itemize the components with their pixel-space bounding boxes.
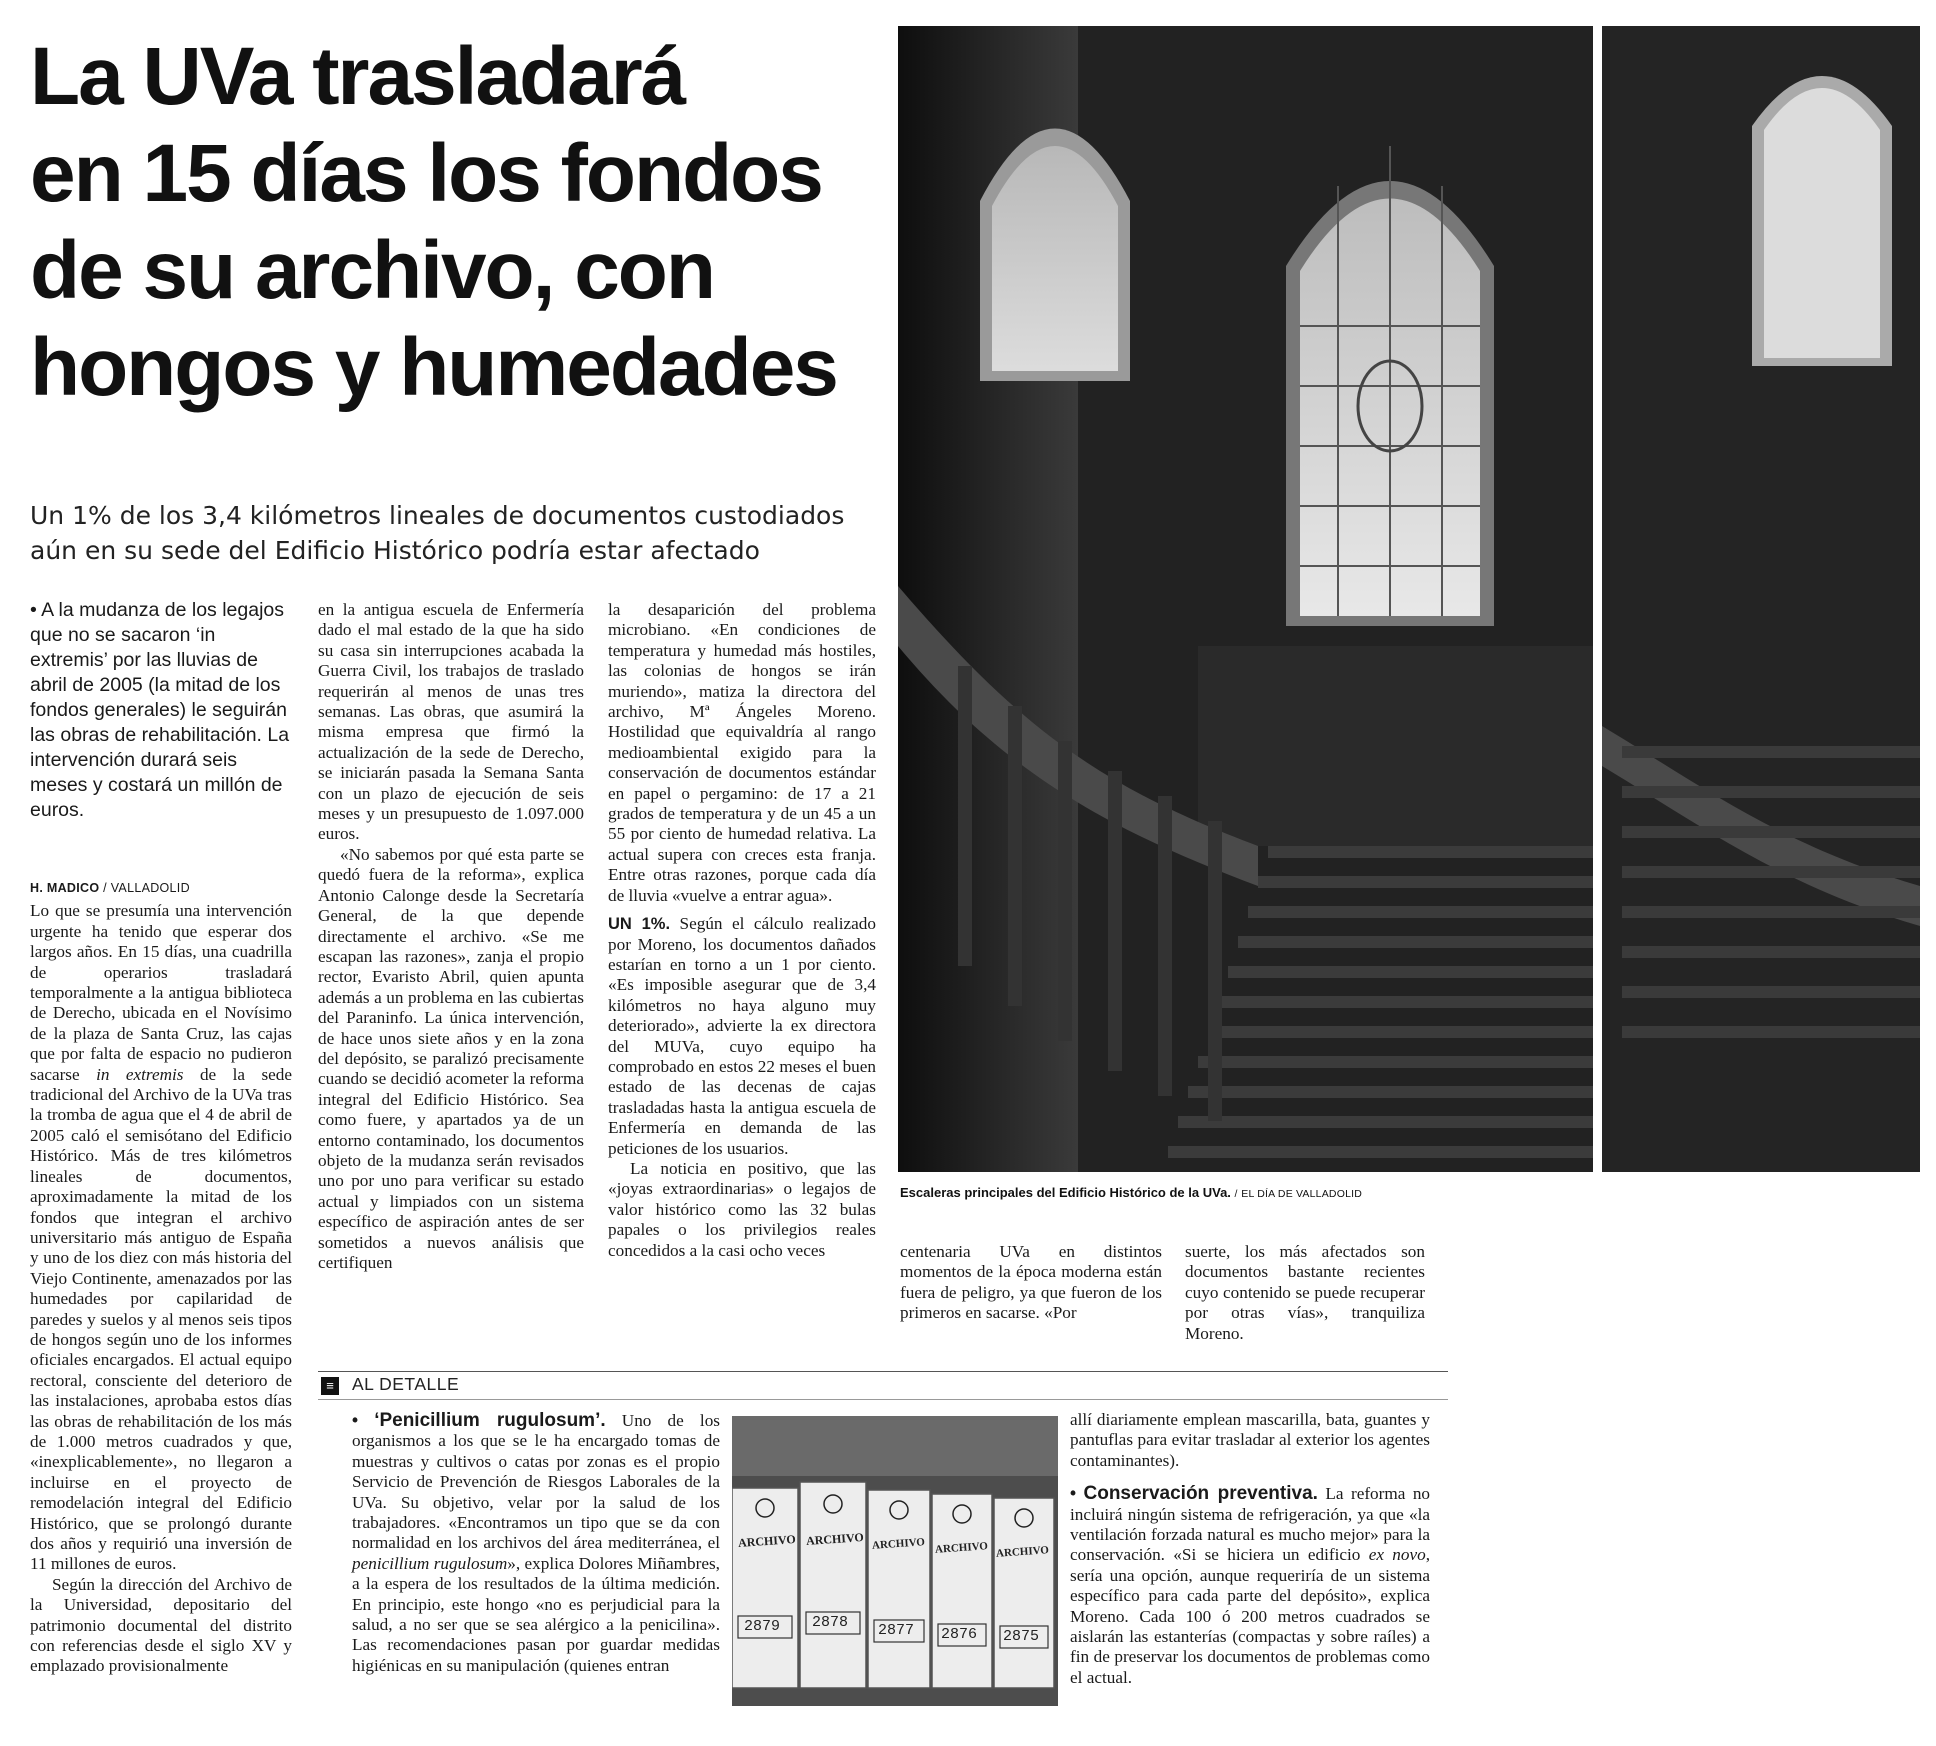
body-text: Lo que se presumía una intervención urgente ha tenido que esperar dos largos años. En 15 días, una cuadrilla de operarios trasladará temporalmente a la antigua biblioteca de Derecho, ubicada en el Novísimo de la plaza de Santa Cruz, las cajas que por falta de espacio no pudieron sacarse [30,901,292,1084]
detalle-text: , sería una opción, aunque requeriría de un sistema específico para cada parte del depósito», explica Moreno. Cada 100 ó 200 metros cuadrados se aislarán las estanterías (compactas y sobre raíles) a fin de preservar los documentos de problemas como el actual. [1070,1545,1431,1687]
staircase-photo-right-illustration [1602,26,1920,1172]
detalle-top-rule [318,1371,1448,1372]
archive-boxes-illustration [732,1416,1058,1706]
article-column-3 [608,600,876,1261]
body-italic: in extremis [96,1064,184,1084]
detalle-text: », explica Dolores Miñambres, a la espera de los resultados de la última medición. En principio, este hongo «no es perjudicial para la salud, a no ser que se sea alérgico a la penicilina». Las recomendaciones pasan por guardar medidas higiénicas en su manipulación (quienes entran [352,1553,720,1675]
staircase-photo [898,26,1593,1172]
article-column-2 [318,600,584,1273]
headline [30,28,890,416]
body-paragraph [608,914,876,1159]
box-number: 2877 [878,1622,915,1639]
lead-bullet: • [30,599,37,621]
detalle-paragraph: allí diariamente emplean mascarilla, bata, guantes y pantuflas para evitar trasladar al exterior los agentes contaminantes). [1070,1410,1430,1470]
box-label: ARCHIVO [995,1544,1050,1560]
byline-separator: / [103,881,107,895]
body-paragraph: suerte, los más afectados son documentos bastante recientes cuyo contenido se puede recuperar por otras vías», tranquiliza Moreno. [1185,1242,1425,1343]
bullet-icon: • [1070,1483,1077,1504]
body-text: de la sede tradicional del Archivo de la UVa tras la tromba de agua que el 4 de abril de 2005 caló el semisótano del Edificio Histórico. Más de tres kilómetros lineales de documentos, aproximadamente la mitad de los fondos que integran el archivo universitario más antiguo de España y uno de los diez con más historia del Viejo Continente, amenazados por las humedades por capilaridad de paredes y suelos y al menos seis tipos de hongos según uno de los informes oficiales encargados. El actual equipo rectoral, consciente del deterioro de las instalaciones, aprobaba estos días las obras de rehabilitación de los más de 1.000 metros cuadrados y que, «inexplicablemente», no llegaron a incluirse en el proyecto de remodelación integral del Edificio Histórico, que se prolongó durante dos años y requirió una inversión de 11 millones de euros. [30,1064,292,1574]
headline-line-2: en 15 días los fondos [30,128,822,219]
box-number: 2875 [1003,1628,1040,1645]
bullet-icon: • [352,1410,359,1430]
box-label: ARCHIVO [934,1540,989,1556]
detalle-label: AL DETALLE [352,1374,460,1394]
run-in-head: UN 1%. [608,915,671,934]
archive-boxes-photo [732,1416,1058,1706]
box-label: ARCHIVO [871,1536,926,1552]
article-column-4 [900,1242,1162,1324]
article-column-5 [1185,1242,1425,1344]
detalle-paragraph [352,1410,720,1676]
detalle-text: La reforma no incluirá ningún sistema de refrigeración, ya que «la ventilación forzada natural es mucho mejor» para la conservación. «Si se hiciera un edificio [1070,1484,1431,1565]
subtitle-line-1: Un 1% de los 3,4 kilómetros lineales de documentos custodiados [30,501,845,530]
staircase-photo-illustration [898,26,1593,1172]
detalle-item-1 [352,1410,720,1676]
detalle-icon: ≡ [321,1377,339,1395]
detalle-bottom-rule [318,1399,1448,1400]
detalle-item-1-title: ‘Penicillium rugulosum’. [374,1410,606,1431]
box-number: 2879 [744,1618,781,1635]
byline-author: H. MADICO [30,881,100,895]
staircase-photo-right [1602,26,1920,1172]
lead-summary [30,598,292,823]
body-text: Según el cálculo realizado por Moreno, los documentos dañados estarían en torno a un 1 por ciento. «Es imposible asegurar que de 3,4 kilómetros no haya alguno muy deteriorado», advierte la ex directora del MUVa, cuyo equipo ha comprobado en estos 22 meses el buen estado de las decenas de cajas trasladadas hasta la antigua escuela de Enfermería en demanda de las peticiones de los usuarios. [608,914,876,1158]
photo-caption-separator: / [1234,1188,1238,1200]
body-paragraph: en la antigua escuela de Enfermería dado el mal estado de la que ha sido su casa sin interrupciones acabada la Guerra Civil, los trabajos de traslado requerirán al menos de unas tres semanas. Las obras, que asumirá la misma empresa que firmó la actualización de la sede de Derecho, se iniciarán pasada la Semana Santa con un plazo de ejecución de seis meses y un presupuesto de 1.097.000 euros. [318,600,584,844]
detalle-item-2 [1070,1483,1430,1688]
subtitle-line-2: aún en su sede del Edificio Histórico podría estar afectado [30,536,760,565]
byline-place: VALLADOLID [110,881,190,895]
article-column-1 [30,878,292,1677]
subtitle [30,498,900,568]
detalle-item-2-title: Conservación preventiva. [1083,1483,1318,1505]
photo-caption-text: Escaleras principales del Edificio Histórico de la UVa. [900,1185,1231,1200]
headline-line-1: La UVa trasladará [30,31,685,122]
photo-caption [900,1185,1600,1200]
body-paragraph: Según la dirección del Archivo de la Universidad, depositario del patrimonio documental del distrito con referencias desde el siglo XV y emplazado provisionalmente [30,1574,292,1676]
headline-line-3: de su archivo, con [30,225,714,316]
body-paragraph: centenaria UVa en distintos momentos de la época moderna están fuera de peligro, ya que fueron de los primeros en sacarse. «Por [900,1242,1162,1323]
box-label: ARCHIVO [737,1532,797,1550]
body-paragraph: «No sabemos por qué esta parte se quedó fuera de la reforma», explica Antonio Calonge desde la Secretaría General, de la que depende directamente el archivo. «Se me escapan las razones», zanja el propio rector, Evaristo Abril, quien apunta además a un problema en las cubiertas del Paraninfo. La única intervención, de hace unos siete años y en la zona del depósito, se paralizó precisamente cuando se decidió acometer la reforma integral del Edificio Histórico. Sea como fuere, y apartados ya de un entorno contaminado, los documentos objeto de la mudanza serán revisados uno por uno para verificar su estado actual y limpiados con un sistema específico de aspiración antes de ser sometidos a nuevos análisis que certifiquen [318,844,584,1272]
detalle-item-1-continued [1070,1410,1430,1688]
headline-line-4: hongos y humedades [30,322,837,413]
lead-text: A la mudanza de los legajos que no se sacaron ‘in extremis’ por las lluvias de abril de 2005 (la mitad de los fondos generales) le seguirán las obras de rehabilitación. La intervención durará seis meses y costará un millón de euros. [30,599,290,821]
detalle-italic: ex novo [1368,1545,1426,1565]
body-paragraph: La noticia en positivo, que las «joyas extraordinarias» o legajos de valor histórico como las 32 bulas papales o los privilegios reales concedidos a la casi ocho veces [608,1158,876,1260]
box-number: 2878 [812,1614,849,1631]
photo-credit: EL DÍA DE VALLADOLID [1241,1188,1363,1200]
body-paragraph [30,901,292,1574]
box-number: 2876 [941,1626,978,1643]
detalle-italic: penicillium rugulosum [352,1553,508,1573]
box-label: ARCHIVO [805,1530,865,1548]
byline [30,878,292,898]
body-paragraph: la desaparición del problema microbiano. «En condiciones de temperatura y humedad más hostiles, las colonias de hongos se irán muriendo», matiza la directora del archivo, Mª Ángeles Moreno. Hostilidad que equivaldría al rango medioambiental exigido para la conservación de documentos estándar en papel o pergamino: de 17 a 21 grados de temperatura y de un 45 a un 55 por ciento de humedad relativa. La actual supera con creces esta franja. Entre otras razones, porque cada día de lluvia «vuelve a entrar agua». [608,600,876,905]
detalle-text: Uno de los organismos a los que se le ha encargado tomas de muestras y cultivos o catas por zonas es el propio Servicio de Prevención de Riesgos Laborales de la UVa. Su objetivo, velar por la salud de los trabajadores. «Encontramos un tipo que se da con normalidad en los archivos del área mediterránea, el [352,1411,720,1553]
